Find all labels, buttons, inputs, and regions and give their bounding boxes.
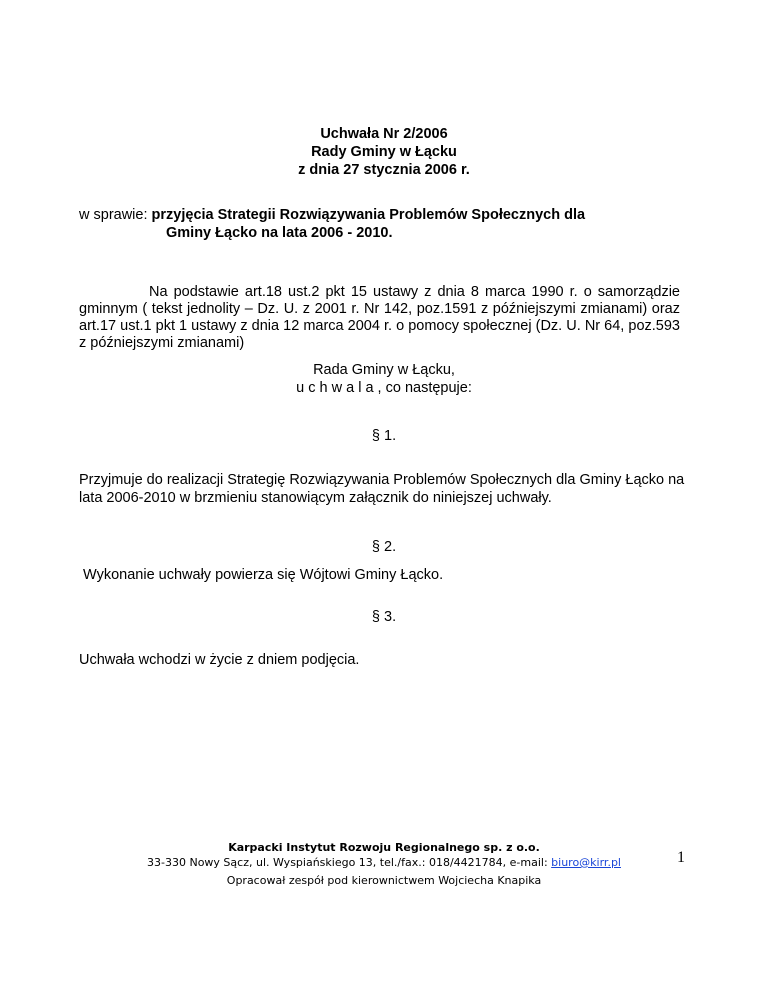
section-2-symbol: § 2. bbox=[371, 539, 397, 555]
resolution-title bbox=[0, 125, 768, 179]
legal-basis bbox=[79, 284, 680, 352]
title-line-number: Uchwała Nr 2/2006 bbox=[320, 126, 448, 142]
section-1-text: Przyjmuje do realizacji Strategię Rozwiązywania Problemów Społecznych dla Gminy Łącko na lata 2006-2010 w brzmieniu stanowiącym załącznik do niniejszej uchwały. bbox=[79, 472, 685, 506]
subject-line-1: przyjęcia Strategii Rozwiązywania Problemów Społecznych dla bbox=[151, 207, 586, 223]
title-line-council: Rady Gminy w Łącku bbox=[311, 144, 457, 160]
section-3-text: Uchwała wchodzi w życie z dniem podjęcia. bbox=[79, 652, 360, 668]
subject-lead: w sprawie: bbox=[79, 207, 148, 223]
footer-address-text: 33-330 Nowy Sącz, ul. Wyspiańskiego 13, tel./fax.: 018/4421784, e-mail: bbox=[147, 856, 552, 869]
section-1-symbol: § 1. bbox=[371, 428, 397, 444]
footer-address bbox=[0, 856, 768, 869]
page-number: 1 bbox=[677, 849, 685, 866]
footer-email-link[interactable]: biuro@kirr.pl bbox=[551, 856, 621, 869]
resolution-subject bbox=[79, 206, 679, 242]
footer-organization: Karpacki Instytut Rozwoju Regionalnego sp. z o.o. bbox=[228, 841, 540, 854]
legal-basis-text: Na podstawie art.18 ust.2 pkt 15 ustawy z dnia 8 marca 1990 r. o samorządzie gminnym ( tekst jednolity – Dz. U. z 2001 r. Nr 142, poz.1591 z późniejszymi zmianami) oraz art.17 ust.1 pkt 1 ustawy z dnia 12 marca 2004 r. o pomocy społecznej (Dz. U. Nr 64, poz.593 z późniejszymi zmianami) bbox=[79, 284, 680, 351]
council-line-2: u c h w a l a , co następuje: bbox=[296, 380, 472, 396]
section-3-symbol: § 3. bbox=[371, 609, 397, 625]
footer-prepared-by: Opracował zespół pod kierownictwem Wojciecha Knapika bbox=[226, 874, 542, 887]
title-line-date: z dnia 27 stycznia 2006 r. bbox=[298, 162, 470, 178]
council-statement bbox=[0, 361, 768, 397]
subject-line-2: Gminy Łącko na lata 2006 - 2010. bbox=[166, 225, 393, 241]
council-line-1: Rada Gminy w Łącku, bbox=[313, 362, 455, 378]
section-2-text: Wykonanie uchwały powierza się Wójtowi Gminy Łącko. bbox=[79, 567, 444, 583]
